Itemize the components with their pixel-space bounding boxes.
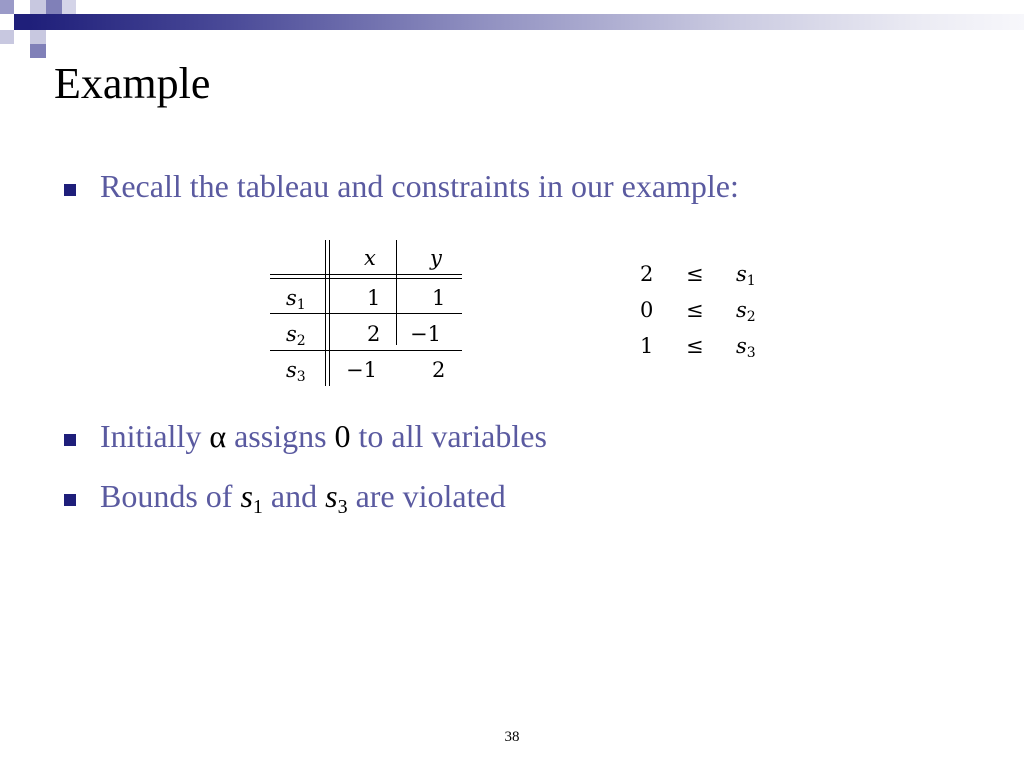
bullet-text-part: are violated bbox=[347, 478, 506, 514]
tableau-col-rule bbox=[396, 240, 397, 345]
header-square bbox=[0, 30, 14, 44]
zero-value: 0 bbox=[334, 418, 351, 454]
bullet-text: Recall the tableau and constraints in our example: bbox=[100, 168, 739, 204]
bullet-text-part: to all variables bbox=[350, 418, 547, 454]
bullet-text-bounds bbox=[100, 478, 506, 518]
header-square bbox=[30, 30, 46, 44]
tableau-cell: −1 bbox=[346, 358, 377, 382]
bound-row bbox=[640, 334, 780, 368]
bound-variable: $s_2$ bbox=[736, 298, 756, 325]
tableau-header-rule bbox=[270, 274, 462, 275]
bullet-marker bbox=[64, 184, 76, 196]
tableau-cell: −1 bbox=[410, 322, 441, 346]
bound-operator: ≤ bbox=[686, 298, 704, 322]
alpha-symbol: α bbox=[209, 418, 227, 454]
bound-row bbox=[640, 262, 780, 296]
header-square bbox=[62, 0, 76, 14]
bound-row bbox=[640, 298, 780, 332]
bound-operator: ≤ bbox=[686, 334, 704, 358]
tableau-cell: 2 bbox=[367, 322, 381, 346]
tableau-col-header-y: y bbox=[430, 246, 442, 270]
tableau-cell: 2 bbox=[432, 358, 446, 382]
bullet-marker bbox=[64, 434, 76, 446]
bullet-text-recall bbox=[100, 168, 739, 205]
tableau-col-header-x: x bbox=[364, 246, 376, 270]
variable-s1-subscript: 1 bbox=[252, 496, 263, 518]
bound-variable: $s_1$ bbox=[736, 262, 756, 289]
header-square bbox=[30, 44, 46, 58]
variable-s3: s bbox=[325, 478, 338, 514]
tableau-row-rule bbox=[270, 313, 462, 314]
header-square bbox=[46, 0, 62, 14]
variable-s3-subscript: 3 bbox=[337, 496, 348, 518]
bound-lower: 0 bbox=[640, 298, 654, 322]
header-square bbox=[0, 0, 14, 14]
tableau-row-rule bbox=[270, 350, 462, 351]
tableau-row-label: $s_2$ bbox=[286, 322, 306, 349]
page-number: 38 bbox=[504, 729, 520, 745]
tableau-table bbox=[270, 240, 462, 386]
tableau-row-label: $s_1$ bbox=[286, 286, 306, 313]
header-gradient-bar bbox=[30, 14, 1024, 30]
bound-lower: 2 bbox=[640, 262, 654, 286]
slide-title: Example bbox=[54, 59, 211, 108]
bullet-text-part: assigns bbox=[226, 418, 335, 454]
bullet-text-part: Initially bbox=[100, 418, 210, 454]
tableau-cell: 1 bbox=[367, 286, 381, 310]
tableau-row-label: $s_3$ bbox=[286, 358, 306, 385]
header-square bbox=[30, 0, 46, 14]
bullet-text-initially bbox=[100, 418, 547, 455]
header-square bbox=[14, 14, 30, 30]
bullet-text-part: Bounds of bbox=[100, 478, 241, 514]
bullet-text-part: and bbox=[262, 478, 326, 514]
tableau-cell: 1 bbox=[432, 286, 446, 310]
bullet-marker bbox=[64, 494, 76, 506]
tableau-header-rule bbox=[270, 278, 462, 279]
bound-lower: 1 bbox=[640, 334, 654, 358]
variable-s1: s bbox=[240, 478, 253, 514]
bound-variable: $s_3$ bbox=[736, 334, 756, 361]
bound-operator: ≤ bbox=[686, 262, 704, 286]
